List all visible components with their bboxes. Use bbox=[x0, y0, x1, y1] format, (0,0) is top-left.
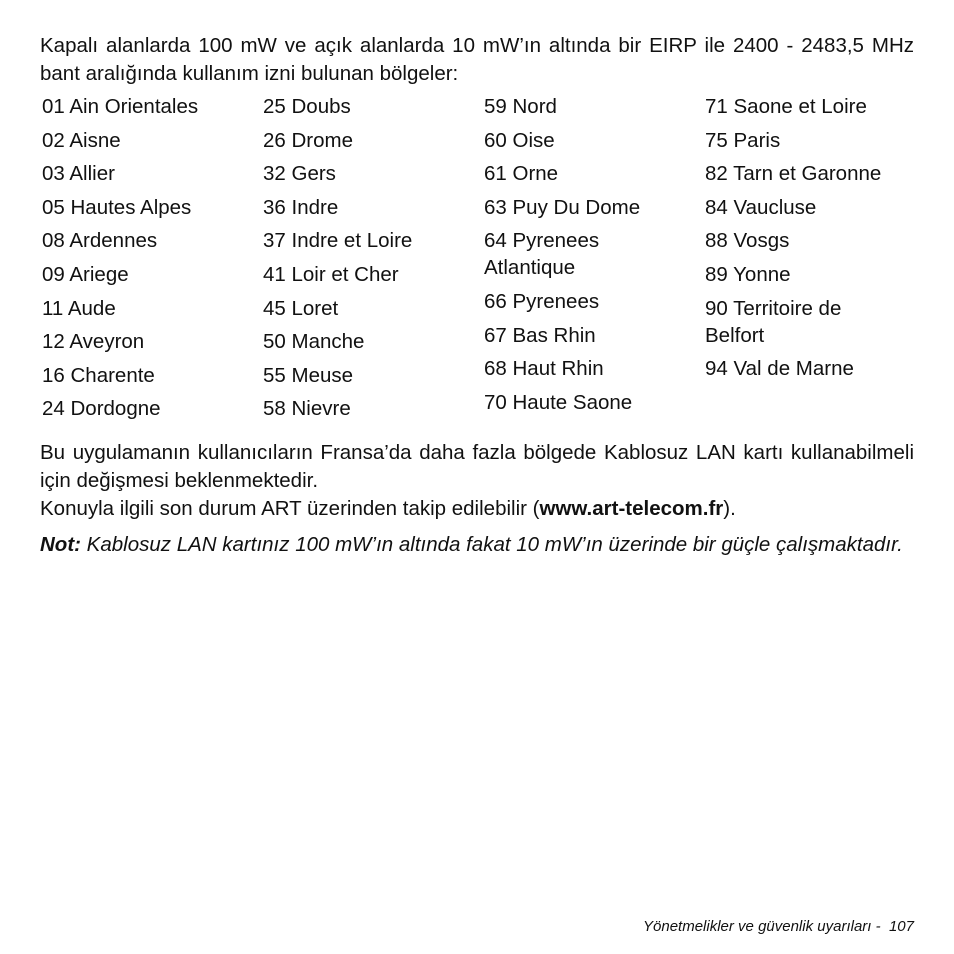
region-item: 89 Yonne bbox=[705, 262, 791, 286]
region-item: 50 Manche bbox=[263, 330, 365, 354]
tracking-paragraph bbox=[40, 495, 914, 523]
region-item: 25 Doubs bbox=[263, 95, 351, 118]
region-item: 66 Pyrenees bbox=[484, 289, 600, 313]
region-item: 60 Oise bbox=[484, 128, 555, 152]
region-item: 26 Drome bbox=[263, 128, 354, 152]
region-item: 09 Ariege bbox=[42, 262, 129, 286]
region-item: 68 Haut Rhin bbox=[484, 357, 604, 381]
region-item: 45 Loret bbox=[263, 296, 339, 320]
regions-column-1 bbox=[40, 93, 261, 429]
intro-paragraph: Kapalı alanlarda 100 mW ve açık alanlarda 10 mW’ın altında bir EIRP ile 2400 - 2483,5 MHz bant aralığında kullanım izni bulunan bölgeler: bbox=[40, 34, 914, 85]
region-item: 24 Dordogne bbox=[42, 397, 161, 421]
region-item: 55 Meuse bbox=[263, 363, 354, 387]
region-item: 71 Saone et Loire bbox=[705, 95, 867, 118]
regions-table bbox=[40, 93, 914, 429]
tracking-prefix: Konuyla ilgili son durum ART üzerinden takip edilebilir ( bbox=[40, 496, 540, 520]
region-item: 70 Haute Saone bbox=[484, 390, 633, 414]
page-content bbox=[40, 32, 914, 559]
page-number: 107 bbox=[888, 918, 914, 935]
region-item: 11 Aude bbox=[42, 296, 116, 320]
note-paragraph bbox=[40, 531, 914, 559]
region-item: 63 Puy Du Dome bbox=[484, 195, 641, 219]
region-item: 59 Nord bbox=[484, 95, 557, 118]
region-item: 12 Aveyron bbox=[42, 330, 145, 354]
region-item: 41 Loir et Cher bbox=[263, 262, 399, 286]
note-text: Kablosuz LAN kartınız 100 mW’ın altında fakat 10 mW’ın üzerinde bir güçle çalışmaktadır. bbox=[80, 532, 903, 556]
region-item: 90 Territoire de Belfort bbox=[705, 296, 842, 347]
region-item: 37 Indre et Loire bbox=[263, 229, 413, 253]
region-item: 32 Gers bbox=[263, 162, 336, 186]
followup-paragraph: Bu uygulamanın kullanıcıların Fransa’da daha fazla bölgede Kablosuz LAN kartı kullanabilmeli için değişmesi beklenmektedir. bbox=[40, 440, 914, 492]
region-item: 58 Nievre bbox=[263, 397, 351, 421]
tracking-suffix: ). bbox=[723, 496, 736, 520]
region-item: 82 Tarn et Garonne bbox=[705, 162, 882, 186]
note-label: Not: bbox=[40, 532, 81, 556]
region-item: 61 Orne bbox=[484, 162, 559, 186]
region-item: 16 Charente bbox=[42, 363, 155, 387]
footer-section-title: Yönetmelikler ve güvenlik uyarıları - bbox=[643, 918, 881, 935]
region-item: 67 Bas Rhin bbox=[484, 323, 596, 347]
page-footer bbox=[643, 918, 914, 935]
regions-column-3 bbox=[482, 93, 703, 429]
regions-column-4 bbox=[703, 93, 914, 429]
art-telecom-link[interactable]: www.art-telecom.fr bbox=[539, 496, 724, 520]
region-item: 64 Pyrenees Atlantique bbox=[484, 229, 600, 280]
region-item: 02 Aisne bbox=[42, 128, 121, 152]
region-item: 08 Ardennes bbox=[42, 229, 158, 253]
region-item: 01 Ain Orientales bbox=[42, 95, 199, 118]
region-item: 05 Hautes Alpes bbox=[42, 195, 192, 219]
regions-column-2 bbox=[261, 93, 482, 429]
region-item: 94 Val de Marne bbox=[705, 357, 854, 381]
region-item: 88 Vosgs bbox=[705, 229, 790, 253]
region-item: 03 Allier bbox=[42, 162, 115, 186]
region-item: 36 Indre bbox=[263, 195, 339, 219]
region-item: 75 Paris bbox=[705, 128, 781, 152]
region-item: 84 Vaucluse bbox=[705, 195, 817, 219]
